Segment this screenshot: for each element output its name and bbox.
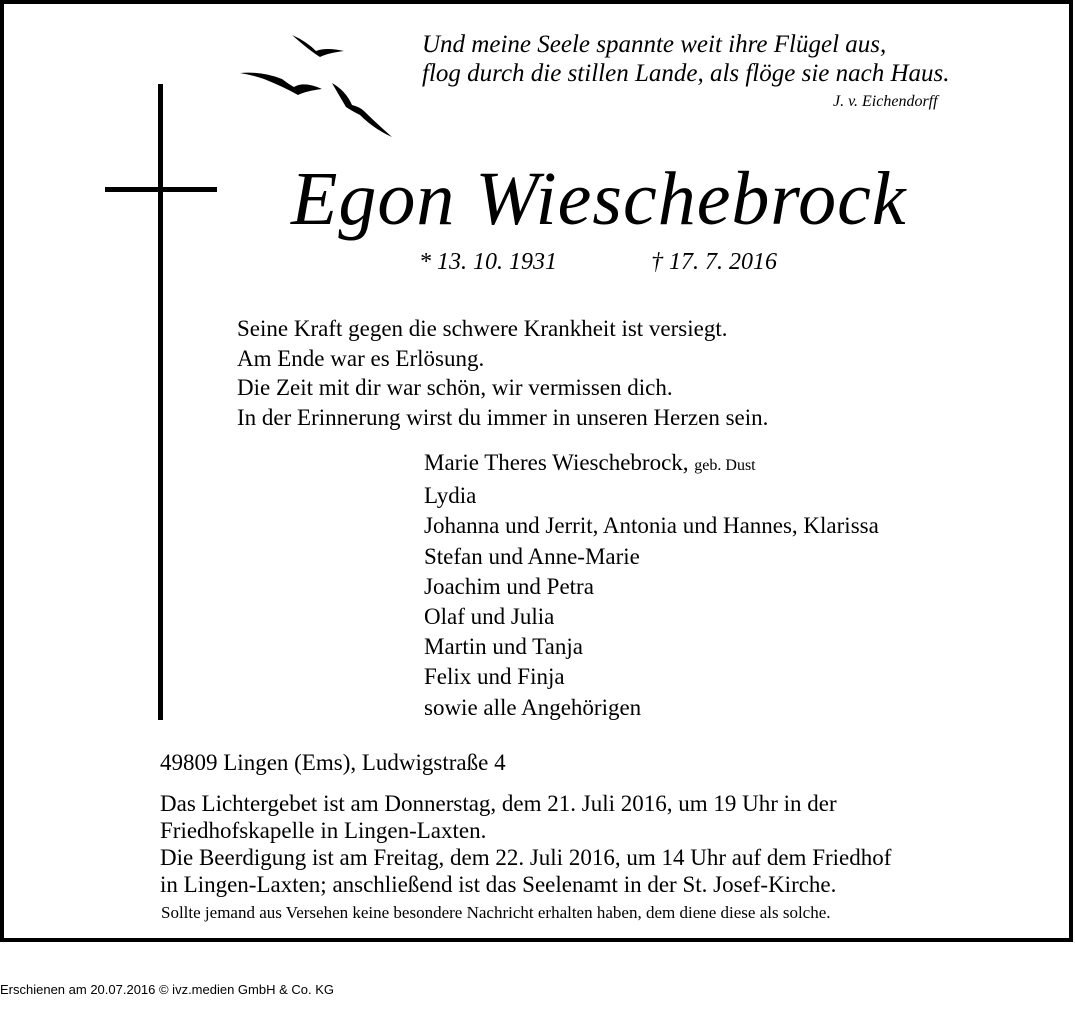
quote [422,30,950,88]
publication-footer: Erschienen am 20.07.2016 © ivz.medien GmbH & Co. KG [0,982,335,997]
mourner-line: Felix und Finja [424,664,565,690]
mourner-line: Stefan und Anne-Marie [424,543,640,569]
mourner-line: sowie alle Angehörigen [424,694,642,720]
verse-line: Am Ende war es Erlösung. [237,345,485,371]
info-line: Friedhofskapelle in Lingen-Laxten. [160,818,487,843]
mourner-line: Martin und Tanja [424,634,583,660]
memorial-verse [237,314,768,432]
mourner-line: Olaf und Julia [424,604,555,630]
maiden-name: geb. Dust [694,457,756,474]
service-info [160,790,891,898]
mourner-line [424,448,879,481]
verse-line: Die Zeit mit dir war schön, wir vermissen dich. [237,375,673,400]
mourner-name: Marie Theres Wieschebrock, [424,450,689,475]
mourner-line: Johanna und Jerrit, Antonia und Hannes, Klarissa [424,513,879,539]
mourner-line: Lydia [424,483,477,509]
flying-birds-icon [234,29,404,144]
quote-line: Und meine Seele spannte weit ihre Flügel aus, [422,31,887,58]
quote-line: flog durch die stillen Lande, als flöge sie nach Haus. [422,60,950,87]
address: 49809 Lingen (Ems), Ludwigstraße 4 [160,750,506,775]
info-line: Die Beerdigung ist am Freitag, dem 22. Juli 2016, um 14 Uhr auf dem Friedhof [160,845,892,870]
info-line: in Lingen-Laxten; anschließend ist das Seelenamt in der St. Josef-Kirche. [160,872,837,897]
cross-icon [158,84,163,720]
quote-author: J. v. Eichendorff [833,93,938,110]
info-line: Das Lichtergebet ist am Donnerstag, dem 21. Juli 2016, um 19 Uhr in der [160,791,837,816]
verse-line: In der Erinnerung wirst du immer in unseren Herzen sein. [237,404,769,430]
death-date: † 17. 7. 2016 [651,249,777,275]
birth-date: * 13. 10. 1931 [419,249,557,275]
mourners-list [424,448,879,723]
mourner-line: Joachim und Petra [424,573,594,599]
cross-icon-bar [105,187,217,192]
verse-line: Seine Kraft gegen die schwere Krankheit ist versiegt. [237,316,728,341]
deceased-name: Egon Wieschebrock [291,157,907,241]
notice-note: Sollte jemand aus Versehen keine besondere Nachricht erhalten haben, dem diene diese als solche. [161,903,831,922]
